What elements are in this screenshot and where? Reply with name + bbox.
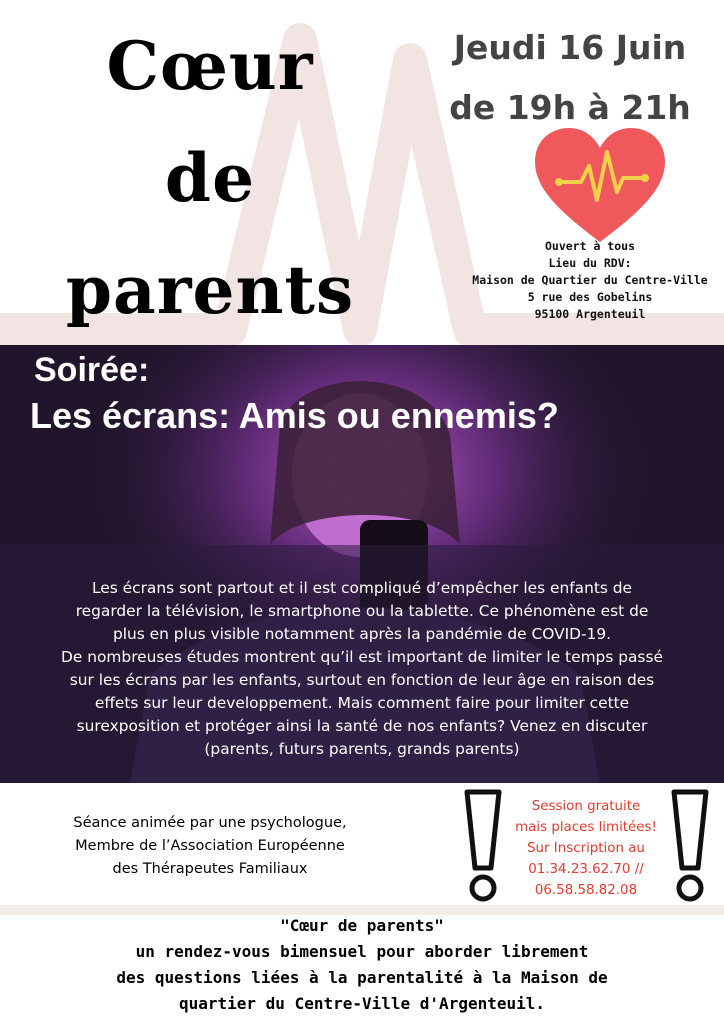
event-description	[28, 577, 696, 761]
footer-line: un rendez-vous bimensuel pour aborder librement	[135, 942, 589, 961]
heart-pulse-icon	[533, 126, 667, 244]
description-line: effets sur leur developpement. Mais comment faire pour limiter cette	[94, 694, 630, 712]
session-line: mais places limitées!	[515, 820, 657, 835]
event-label: Soirée:	[34, 351, 150, 389]
session-line: Sur Inscription au	[527, 841, 645, 856]
session-line: Session gratuite	[531, 799, 641, 814]
footer-text	[20, 913, 704, 1017]
description-line: plus en plus visible notamment après la pandémie de COVID-19.	[112, 625, 612, 643]
info-line: 95100 Argenteuil	[534, 307, 646, 321]
description-line: surexposition et protéger ainsi la santé de nos enfants? Venez en discuter	[76, 717, 648, 735]
info-line: 5 rue des Gobelins	[527, 290, 653, 304]
title-line: parents	[65, 251, 355, 329]
session-phone-line: 06.58.58.82.08	[534, 883, 638, 898]
description-line: Les écrans sont partout et il est compliqué d’empêcher les enfants de	[91, 579, 633, 597]
description-line: regarder la télévision, le smartphone ou la tablette. Ce phénomène est de	[75, 602, 649, 620]
description-line: (parents, futurs parents, grands parents)	[204, 740, 520, 758]
info-line: Ouvert à tous	[544, 239, 635, 253]
footer-line: quartier du Centre-Ville d'Argenteuil.	[178, 994, 546, 1013]
date-line: Jeudi 16 Juin	[453, 28, 687, 67]
title-line: Cœur	[106, 27, 314, 105]
presenter-line: Membre de l’Association Européenne	[75, 838, 345, 854]
description-line: sur les écrans par les enfants, surtout en fonction de leur âge en raison des	[69, 671, 655, 689]
info-line: Maison de Quartier du Centre-Ville	[472, 273, 708, 287]
event-subject: Les écrans: Amis ou ennemis?	[30, 395, 559, 436]
description-line: De nombreuses études montrent qu’il est important de limiter le temps passé	[61, 648, 663, 666]
exclamation-icon	[668, 788, 712, 904]
title-line: de	[164, 139, 256, 217]
venue-info	[440, 238, 724, 323]
footer-line: des questions liées à la parentalité à la Maison de	[116, 968, 608, 987]
presenter-line: des Thérapeutes Familiaux	[112, 861, 308, 877]
presenter-info	[40, 812, 380, 881]
info-line: Lieu du RDV:	[548, 256, 632, 270]
session-info	[504, 796, 668, 901]
exclamation-icon	[461, 788, 505, 904]
girl-with-phone-photo	[0, 345, 724, 783]
event-title	[40, 10, 380, 346]
session-phone-line: 01.34.23.62.70 //	[528, 862, 644, 877]
footer-line: "Cœur de parents"	[280, 916, 444, 935]
event-date	[420, 18, 720, 138]
date-line: de 19h à 21h	[449, 88, 691, 127]
presenter-line: Séance animée par une psychologue,	[73, 815, 347, 831]
